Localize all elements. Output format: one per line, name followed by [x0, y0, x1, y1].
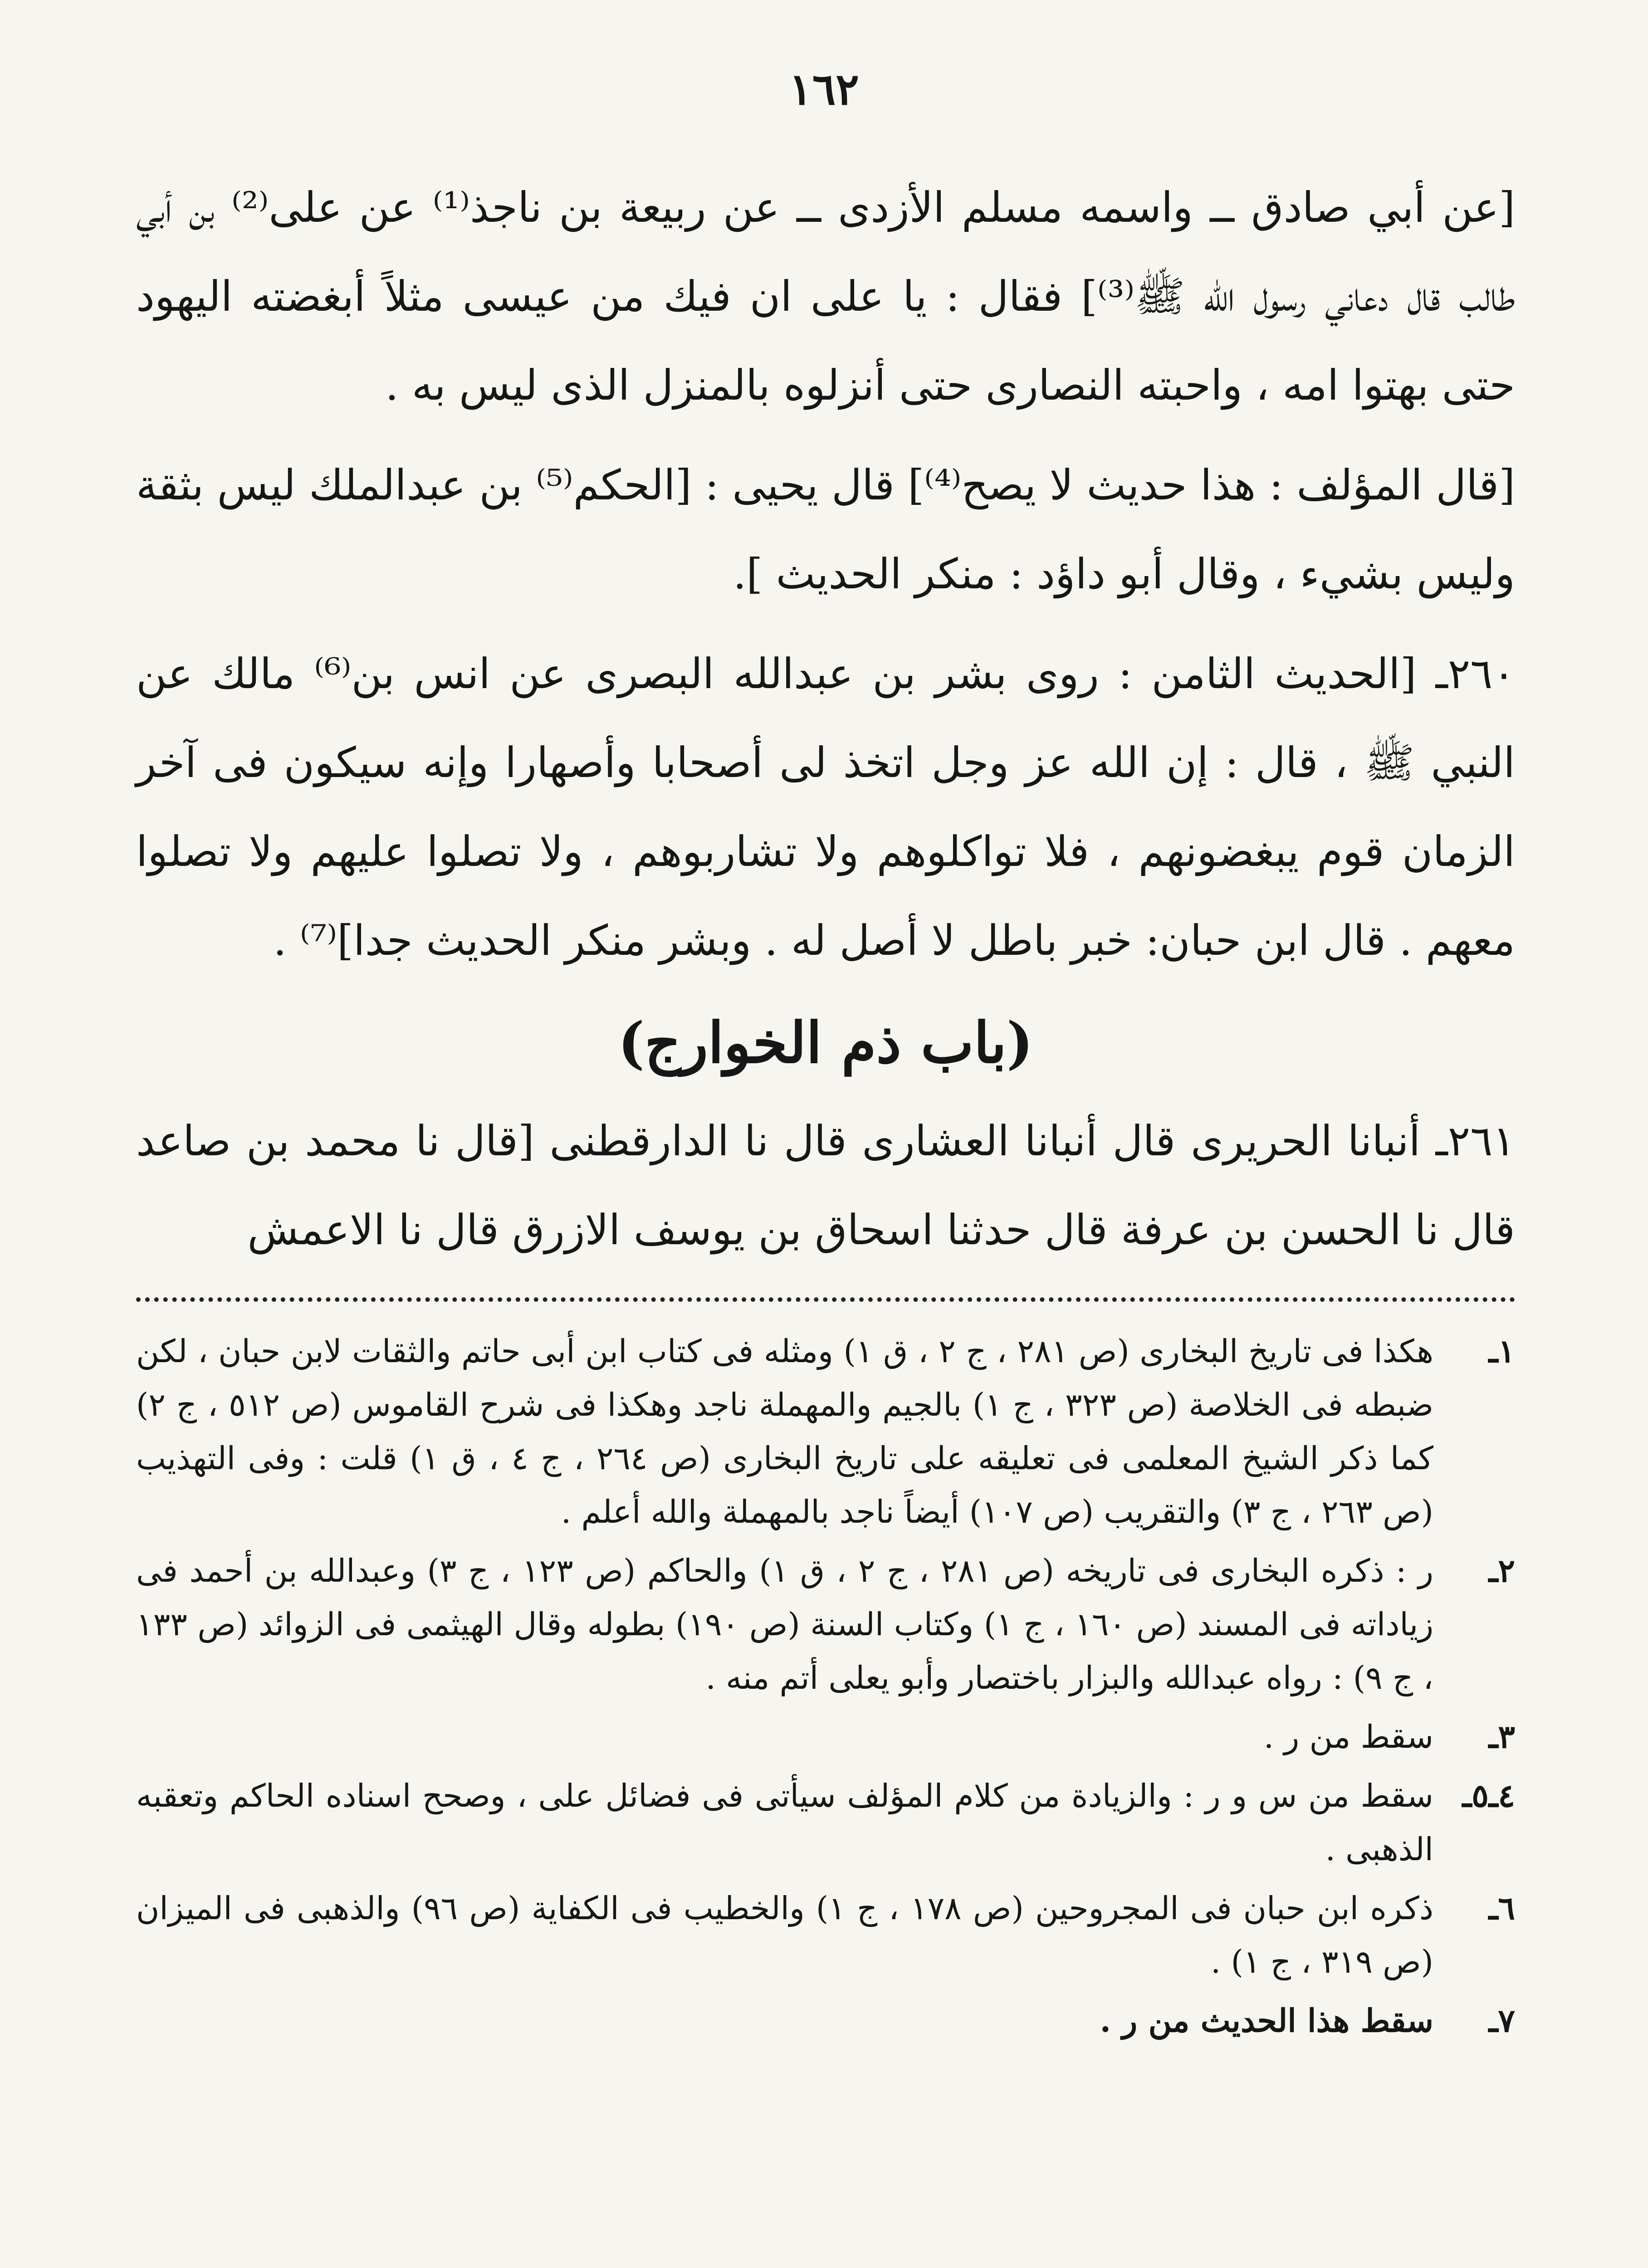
footnote: [136, 1544, 1515, 1705]
footnote-text: ذكره ابن حبان فى المجروحين (ص ١٧٨ ، ج ١) والخطيب فى الكفاية (ص ٩٦) والذهبى فى الميزان (ص ٣١٩ ، ج ١) .: [136, 1890, 1433, 1980]
footnote-number: ٣ـ: [1488, 1718, 1515, 1755]
footnote: [136, 1882, 1515, 1989]
footnotes: [136, 1325, 1515, 2053]
footnote-text: سقط من س و ر : والزيادة من كلام المؤلف سيأتى فى فضائل على ، وصحح اسناده الحاكم وتعقبه الذهبى .: [136, 1777, 1433, 1868]
footnote: [136, 1769, 1515, 1876]
footnote: [136, 1325, 1515, 1539]
paragraph-4-hadith-261: ٢٦١ـ أنبانا الحريرى قال أنبانا العشارى قال نا الدارقطنى [قال نا محمد بن صاعد قال نا الحسن بن عرفة قال حدثنا اسحاق بن يوسف الازرق قال نا الاعمش: [136, 1117, 1515, 1254]
paragraph-1: [عن أبي صادق ــ واسمه مسلم الأزدى ــ عن ربيعة بن ناجذ⁽¹⁾ عن على⁽²⁾ بن أبي طالب قال دعاني رسول الله ﷺ⁽³⁾] فقال : يا على ان فيك من عيسى مثلاً أبغضته اليهود حتى بهتوا امه ، واحبته النصارى حتى أنزلوه بالمنزل الذى ليس به .: [136, 183, 1516, 410]
footnote-number: ٧ـ: [1488, 2002, 1515, 2039]
footnote: [136, 1994, 1515, 2048]
paragraph-2: [قال المؤلف : هذا حديث لا يصح⁽⁴⁾] قال يحيى : [الحكم⁽⁵⁾ بن عبدالملك ليس بثقة وليس بشيء ، وقال أبو داؤد : منكر الحديث ].: [136, 461, 1515, 598]
main-text: [136, 163, 1515, 1286]
footnote-number: ١ـ: [1488, 1332, 1515, 1370]
footnote-number: ٤ـ٥ـ: [1462, 1777, 1515, 1814]
page-number: ١٦٢: [789, 64, 859, 115]
footnote-number: ٢ـ: [1488, 1552, 1515, 1589]
footnote-separator: [136, 1297, 1515, 1302]
footnote: [136, 1710, 1515, 1764]
footnote-text: ر : ذكره البخارى فى تاريخه (ص ٢٨١ ، ج ٢ ، ق ١) والحاكم (ص ١٢٣ ، ج ٣) وعبدالله بن أحمد فى زياداته فى المسند (ص ١٦٠ ، ج ١) وكتاب السنة (ص ١٩٠) بطوله وقال الهيثمى فى الزوائد (ص ١٣٣ ، ج ٩) : رواه عبدالله والبزار باختصار وأبو يعلى أتم منه .: [136, 1552, 1434, 1696]
footnote-number: ٦ـ: [1488, 1889, 1515, 1927]
footnote-text: سقط من ر .: [1263, 1718, 1433, 1755]
footnote-text: هكذا فى تاريخ البخارى (ص ٢٨١ ، ج ٢ ، ق ١) ومثله فى كتاب ابن أبى حاتم والثقات لابن حبان ، لكن ضبطه فى الخلاصة (ص ٣٢٣ ، ج ١) بالجيم والمهملة ناجد وهكذا فى شرح القاموس (ص ٥١٢ ، ج ٢) كما ذكر الشيخ المعلمى فى تعليقه على تاريخ البخارى (ص ٢٦٤ ، ج ٤ ، ق ١) قلت : وفى التهذيب (ص ٢٦٣ ، ج ٣) والتقريب (ص ١٠٧) أيضاً ناجد بالمهملة والله أعلم .: [136, 1333, 1434, 1530]
chapter-heading: (باب ذم الخوارج): [618, 1010, 1033, 1076]
footnote-text: سقط هذا الحديث من ر .: [1100, 2002, 1433, 2039]
paragraph-3-hadith-260: ٢٦٠ـ [الحديث الثامن : روى بشر بن عبدالله البصرى عن انس بن⁽⁶⁾ مالك عن النبي ﷺ ، قال : إن الله عز وجل اتخذ لى أصحابا وأصهارا وإنه سيكون فى آخر الزمان قوم يبغضونهم ، فلا تواكلوهم ولا تشاربوهم ، ولا تصلوا عليهم ولا تصلوا معهم . قال ابن حبان: خبر باطل لا أصل له . وبشر منكر الحديث جدا]⁽⁷⁾ .: [136, 650, 1516, 965]
